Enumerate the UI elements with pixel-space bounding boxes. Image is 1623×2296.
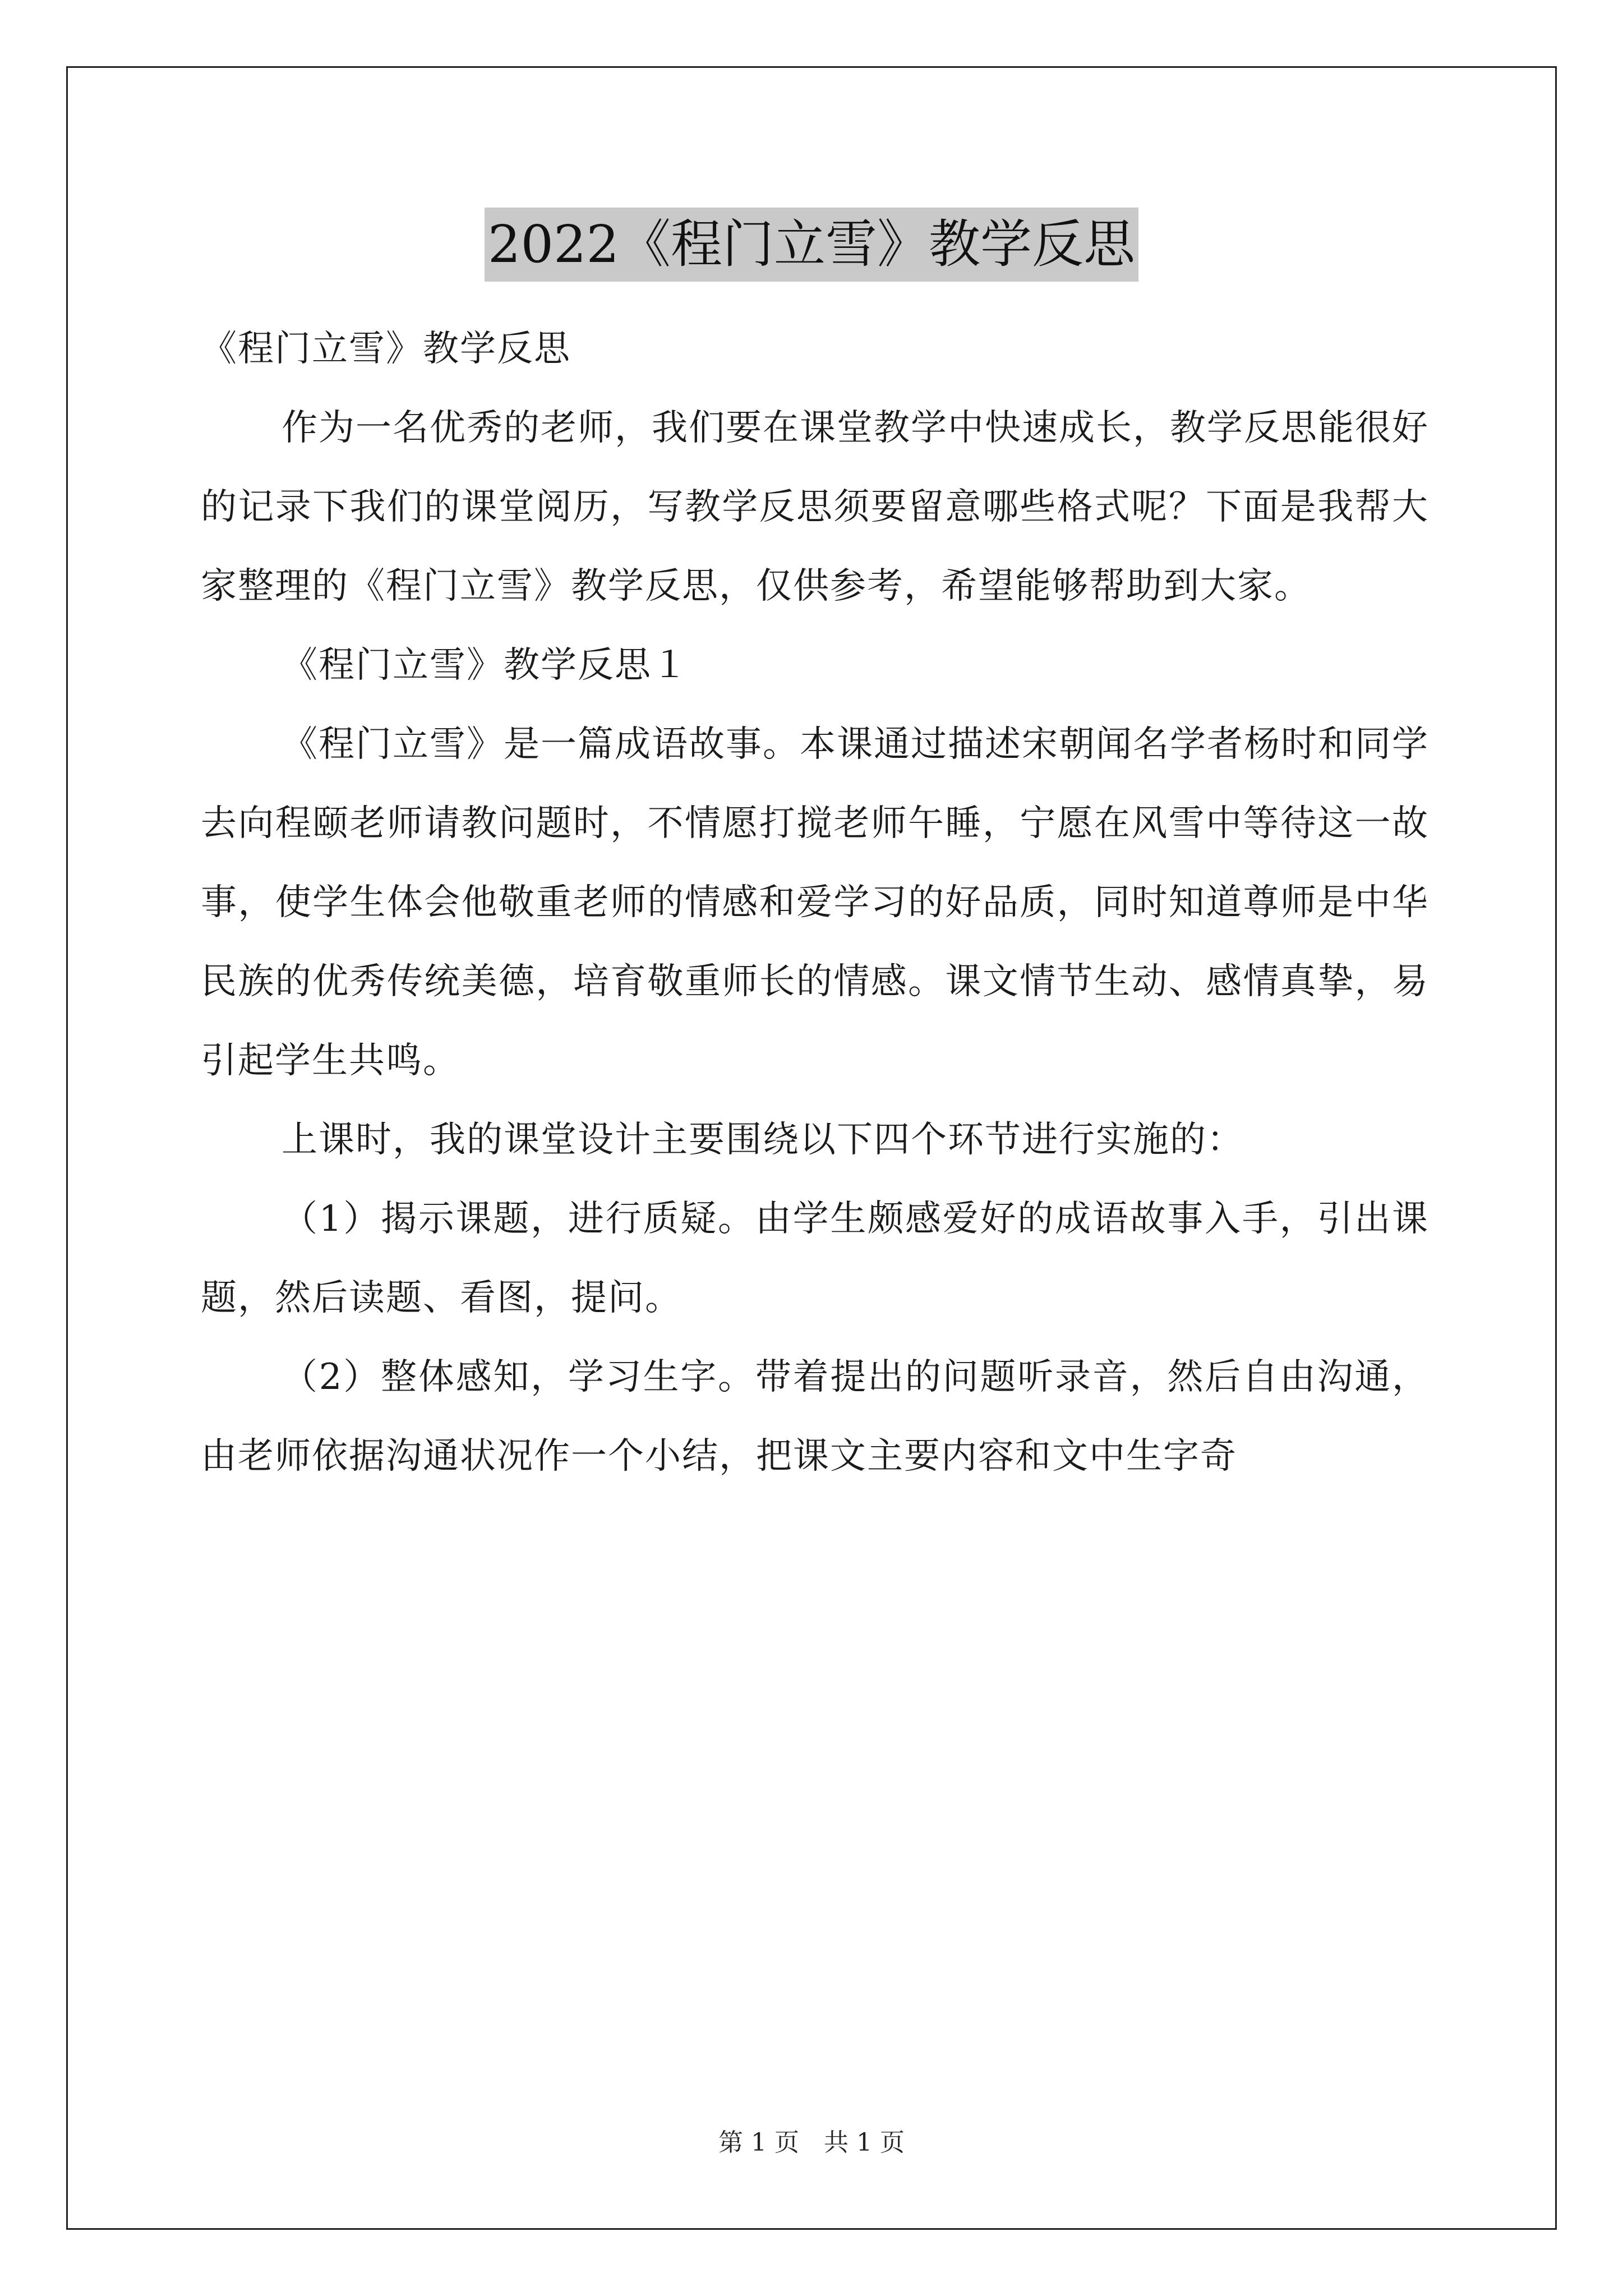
page-footer — [0, 2126, 1623, 2160]
subtitle-paragraph: 《程门立雪》教学反思 — [201, 328, 571, 370]
document-title: 2022《程门立雪》教学反思 — [485, 208, 1138, 282]
list-item-paragraph: （1）揭示课题，进行质疑。由学生颇感爱好的成语故事入手，引出课题，然后读题、看图，提问。 — [201, 1198, 1429, 1319]
intro-paragraph: 作为一名优秀的老师，我们要在课堂教学中快速成长，教学反思能很好的记录下我们的课堂阅历，写教学反思须要留意哪些格式呢？下面是我帮大家整理的《程门立雪》教学反思，仅供参考，希望能够帮助到大家。 — [201, 407, 1429, 607]
list-item-paragraph: （2）整体感知，学习生字。带着提出的问题听录音，然后自由沟通，由老师依据沟通状况作一个小结，把课文主要内容和文中生字奇 — [201, 1356, 1429, 1477]
body-paragraph: 《程门立雪》是一篇成语故事。本课通过描述宋朝闻名学者杨时和同学去向程颐老师请教问题时，不情愿打搅老师午睡，宁愿在风雪中等待这一故事，使学生体会他敬重老师的情感和爱学习的好品质，同时知道尊师是中华民族的优秀传统美德，培育敬重师长的情感。课文情节生动、感情真挚，易引起学生共鸣。 — [201, 724, 1429, 1082]
body-paragraph: 上课时，我的课堂设计主要围绕以下四个环节进行实施的： — [282, 1119, 1244, 1161]
section-heading: 《程门立雪》教学反思１ — [282, 645, 689, 686]
document-body — [201, 310, 1429, 1496]
page-number: 第 1 页 — [718, 2128, 799, 2157]
title-container — [0, 208, 1623, 282]
page-total: 共 1 页 — [824, 2128, 905, 2157]
